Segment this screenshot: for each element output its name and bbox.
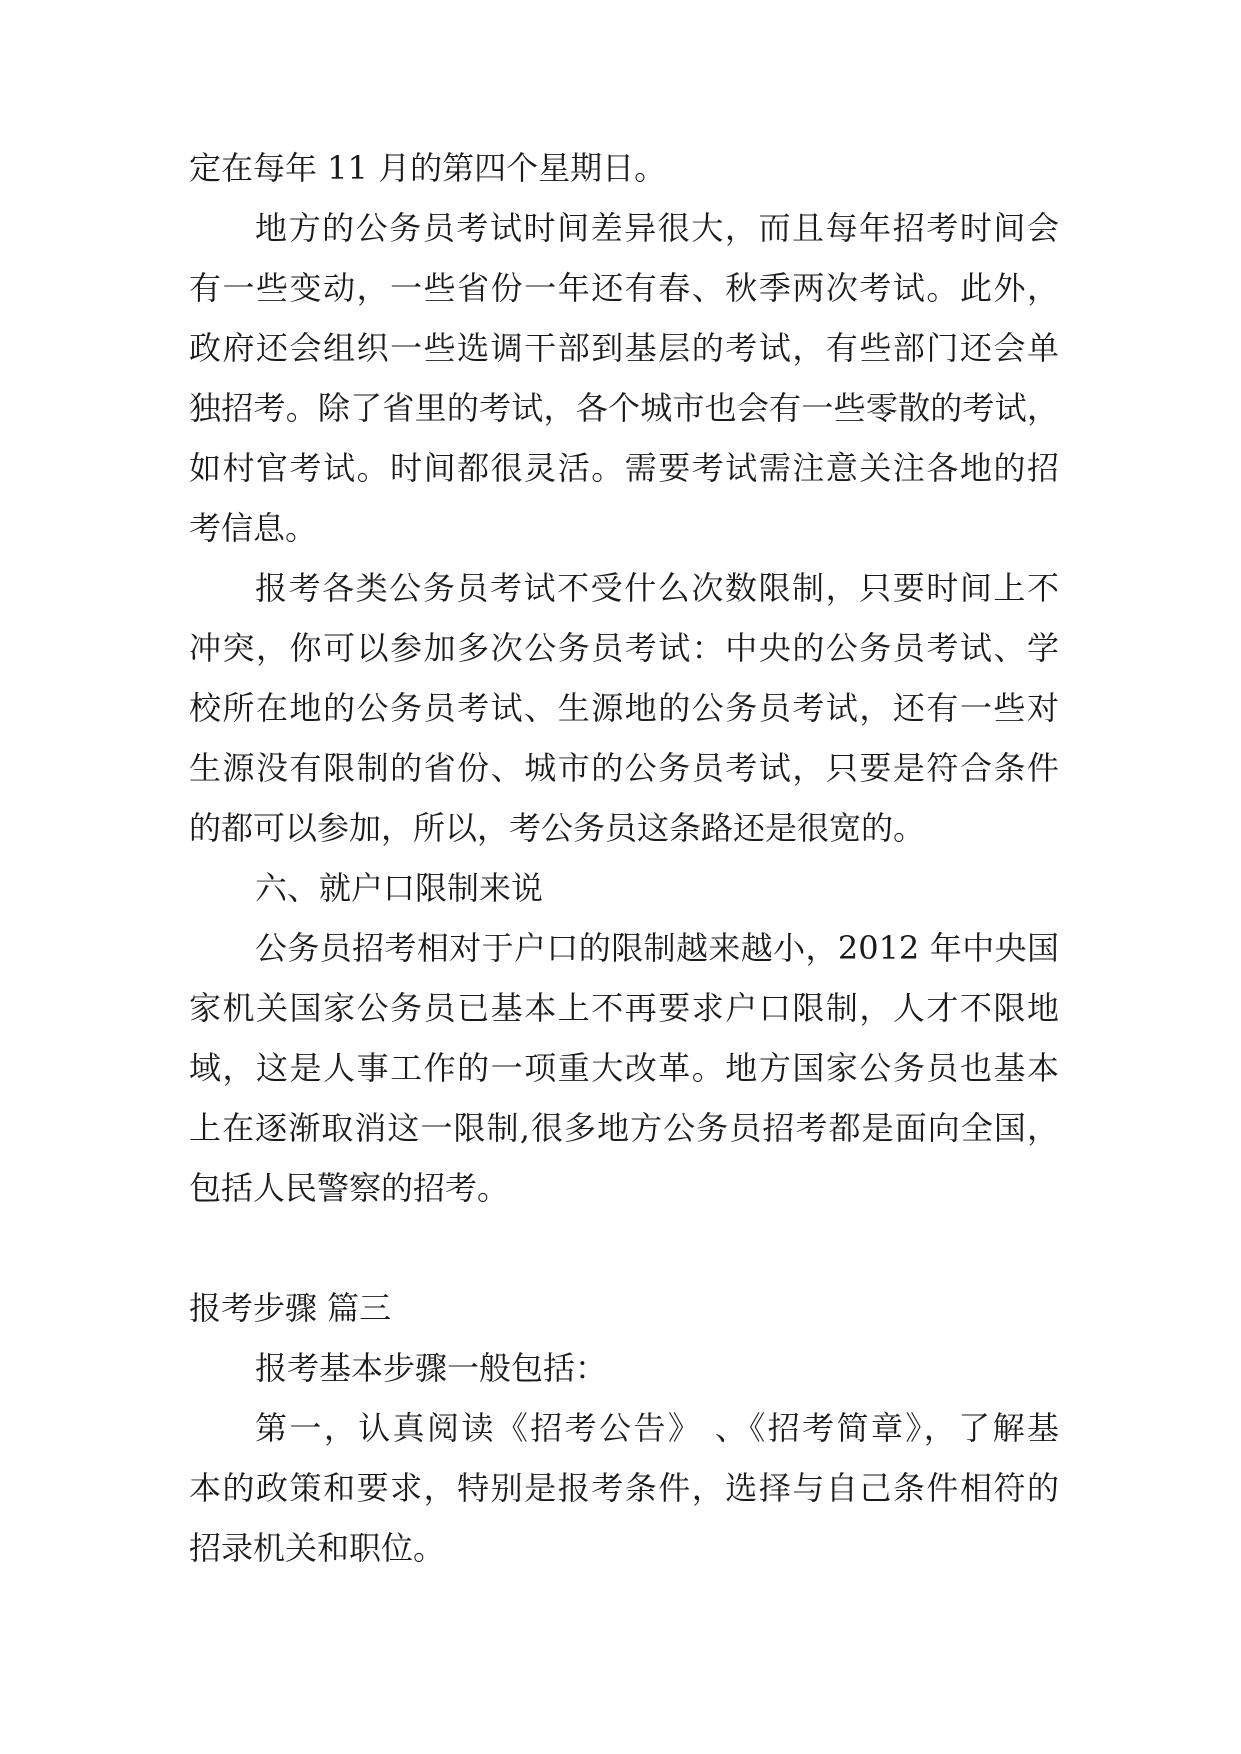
text-line: 考信息。 [189,509,318,547]
text-line: 本的政策和要求，特别是报考条件，选择与自己条件相符的 [189,1469,1059,1507]
text-line: 招录机关和职位。 [189,1529,446,1567]
text-line: 包括人民警察的招考。 [189,1169,510,1207]
text-line: 政府还会组织一些选调干部到基层的考试，有些部门还会单 [189,329,1059,367]
text-line: 定在每年 11 月的第四个星期日。 [189,149,667,187]
section-title: 报考步骤 篇三 [189,1289,392,1327]
text-line: 报考基本步骤一般包括： [255,1349,608,1387]
text-line: 家机关国家公务员已基本上不再要求户口限制，人才不限地 [189,989,1059,1027]
text-line: 独招考。除了省里的考试，各个城市也会有一些零散的考试， [189,389,1059,427]
text-line: 校所在地的公务员考试、生源地的公务员考试，还有一些对 [189,689,1059,727]
text-line: 上在逐渐取消这一限制,很多地方公务员招考都是面向全国， [189,1109,1059,1147]
text-line: 冲突，你可以参加多次公务员考试：中央的公务员考试、学 [189,629,1059,667]
text-line: 的都可以参加，所以，考公务员这条路还是很宽的。 [189,809,926,847]
text-line: 公务员招考相对于户口的限制越来越小，2012 年中央国 [255,929,1059,967]
section-heading: 六、就户口限制来说 [255,869,544,907]
text-line: 生源没有限制的省份、城市的公务员考试，只要是符合条件 [189,749,1059,787]
text-line: 第一，认真阅读《招考公告》 、《招考简章》，了解基 [255,1409,1059,1447]
text-line: 有一些变动，一些省份一年还有春、秋季两次考试。此外， [189,269,1059,307]
text-line: 域，这是人事工作的一项重大改革。地方国家公务员也基本 [189,1049,1059,1087]
text-line: 报考各类公务员考试不受什么次数限制，只要时间上不 [255,569,1059,607]
text-line: 地方的公务员考试时间差异很大，而且每年招考时间会 [255,209,1059,247]
text-line: 如村官考试。时间都很灵活。需要考试需注意关注各地的招 [189,449,1059,487]
